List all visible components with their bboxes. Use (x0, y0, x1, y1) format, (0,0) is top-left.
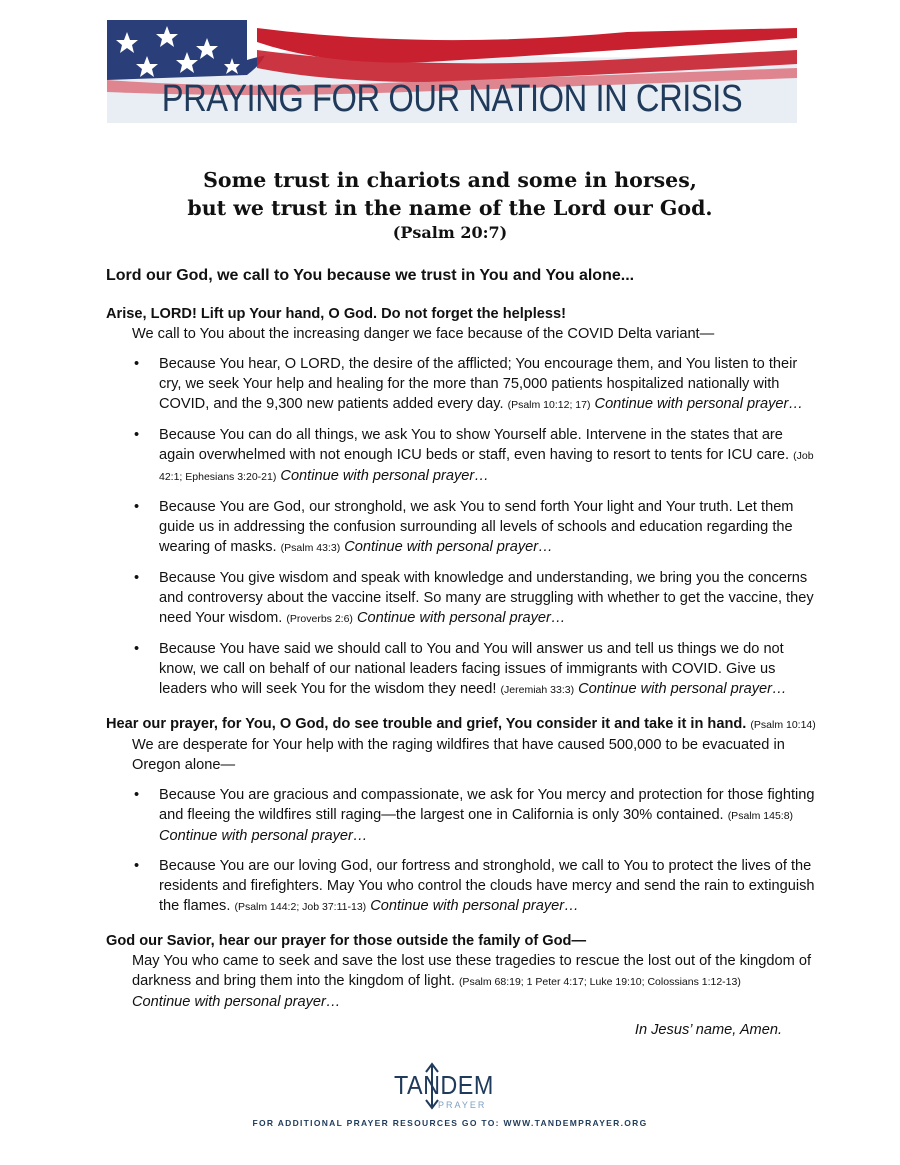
item-text: Because You hear, O LORD, the desire of the afflicted; You encourage them, and You listen to their cry, we seek Your help and healing for the more than 75,000 patients hospitalized nationally with COVID, and the 9,300 new patients added every day. (159, 356, 798, 412)
list-item (106, 639, 822, 700)
banner-title: PRAYING FOR OUR NATION IN CRISIS (161, 78, 743, 120)
bullet-list (106, 354, 822, 700)
item-citation: (Psalm 144:2; Job 37:11-13) (234, 901, 367, 913)
bullet-icon: • (134, 427, 140, 443)
item-text: Because You are our loving God, our fortress and stronghold, we call to You to protect the lives of the residents and firefighters. May You who control the clouds have mercy and send the rain to extinguish the flames. (159, 858, 815, 914)
list-item (106, 354, 822, 415)
bullet-icon: • (134, 641, 140, 657)
section-intro: We call to You about the increasing danger we face because of the COVID Delta variant— (132, 326, 715, 342)
section-intro (132, 951, 822, 1012)
verse-line-1: Some trust in chariots and some in horses, (203, 168, 697, 192)
item-citation: (Proverbs 2:6) (286, 613, 353, 625)
heading-text: Hear our prayer, for You, O God, do see trouble and grief, You consider it and take it in hand. (106, 716, 747, 732)
continue-prompt: Continue with personal prayer… (280, 468, 489, 484)
item-citation: (Jeremiah 33:3) (500, 684, 575, 696)
logo-wordmark: TANDEM (394, 1070, 494, 1100)
item-citation: (Psalm 145:8) (727, 810, 794, 822)
bullet-icon: • (134, 499, 140, 515)
continue-prompt: Continue with personal prayer… (159, 828, 368, 844)
logo-subtitle: PRAYER (438, 1100, 487, 1110)
continue-prompt: Continue with personal prayer… (356, 610, 566, 626)
bullet-icon: • (134, 787, 140, 803)
intro-citation: (Psalm 68:19; 1 Peter 4:17; Luke 19:10; Colossians 1:12-13) (458, 976, 741, 988)
footer-resources: FOR ADDITIONAL PRAYER RESOURCES GO TO: WWW.TANDEMPRAYER.ORG (252, 1118, 648, 1128)
item-text: Because You give wisdom and speak with knowledge and understanding, we bring you the concerns and controversy about the vaccine itself. So many are struggling with whether to get the vaccine, they need Your wisdom. (159, 570, 814, 626)
tandem-logo (380, 1060, 520, 1110)
bullet-icon: • (134, 356, 140, 372)
section-heading: God our Savior, hear our prayer for those outside the family of God— (106, 933, 587, 949)
continue-prompt: Continue with personal prayer… (132, 994, 341, 1010)
list-item (106, 856, 822, 917)
list-item (106, 785, 822, 846)
prayer-body (106, 266, 822, 1040)
section-intro: We are desperate for Your help with the raging wildfires that have caused 500,000 to be evacuated in Oregon alone— (132, 737, 785, 773)
continue-prompt: Continue with personal prayer… (344, 539, 553, 555)
item-text: Because You are God, our stronghold, we ask You to send forth Your light and Your truth. Let them guide us in addressing the confusion surrounding all levels of schools and education regarding the wearing of masks. (159, 499, 794, 555)
item-text: Because You can do all things, we ask You to show Yourself able. Intervene in the states that are again overwhelmed with not enough ICU beds or staff, even having to resort to tents for ICU care. (159, 427, 790, 463)
continue-prompt: Continue with personal prayer… (594, 396, 804, 412)
bullet-icon: • (134, 570, 140, 586)
heading-citation: (Psalm 10:14) (750, 719, 816, 731)
item-text: Because You have said we should call to You and You will answer us and tell us things we do not know, we call on behalf of our national leaders facing issues of immigrants with COVID. Give us leaders who will seek You for the wisdom they need! (159, 641, 784, 697)
scripture-quote (0, 166, 900, 244)
closing-amen: In Jesus’ name, Amen. (634, 1022, 782, 1038)
bullet-icon: • (134, 858, 140, 874)
section-heading: Arise, LORD! Lift up Your hand, O God. Do not forget the helpless! (106, 306, 566, 322)
opening-line: Lord our God, we call to You because we trust in You and You alone... (106, 267, 635, 284)
item-citation: (Job 42:1; Ephesians 3:20-21) (159, 450, 814, 483)
list-item (106, 568, 822, 629)
intro-text: May You who came to seek and save the lost use these tragedies to rescue the lost out of the kingdom of darkness and bring them into the kingdom of light. (132, 953, 812, 989)
bullet-list (106, 785, 822, 917)
section-covid (106, 304, 822, 700)
continue-prompt: Continue with personal prayer… (370, 898, 579, 914)
section-wildfires (106, 714, 822, 917)
section-heading (106, 714, 822, 735)
list-item (106, 425, 822, 487)
section-salvation (106, 931, 822, 1012)
item-citation: (Psalm 43:3) (280, 542, 341, 554)
list-item (106, 497, 822, 558)
verse-reference: (Psalm 20:7) (392, 223, 508, 242)
continue-prompt: Continue with personal prayer… (578, 681, 787, 697)
item-citation: (Psalm 10:12; 17) (507, 399, 591, 411)
verse-line-2: but we trust in the name of the Lord our God. (187, 196, 713, 220)
item-text: Because You are gracious and compassionate, we ask for You mercy and protection for those fighting and fleeing the wildfires still raging—the largest one in California is only 30% contained. (159, 787, 815, 823)
header-banner (107, 20, 797, 123)
